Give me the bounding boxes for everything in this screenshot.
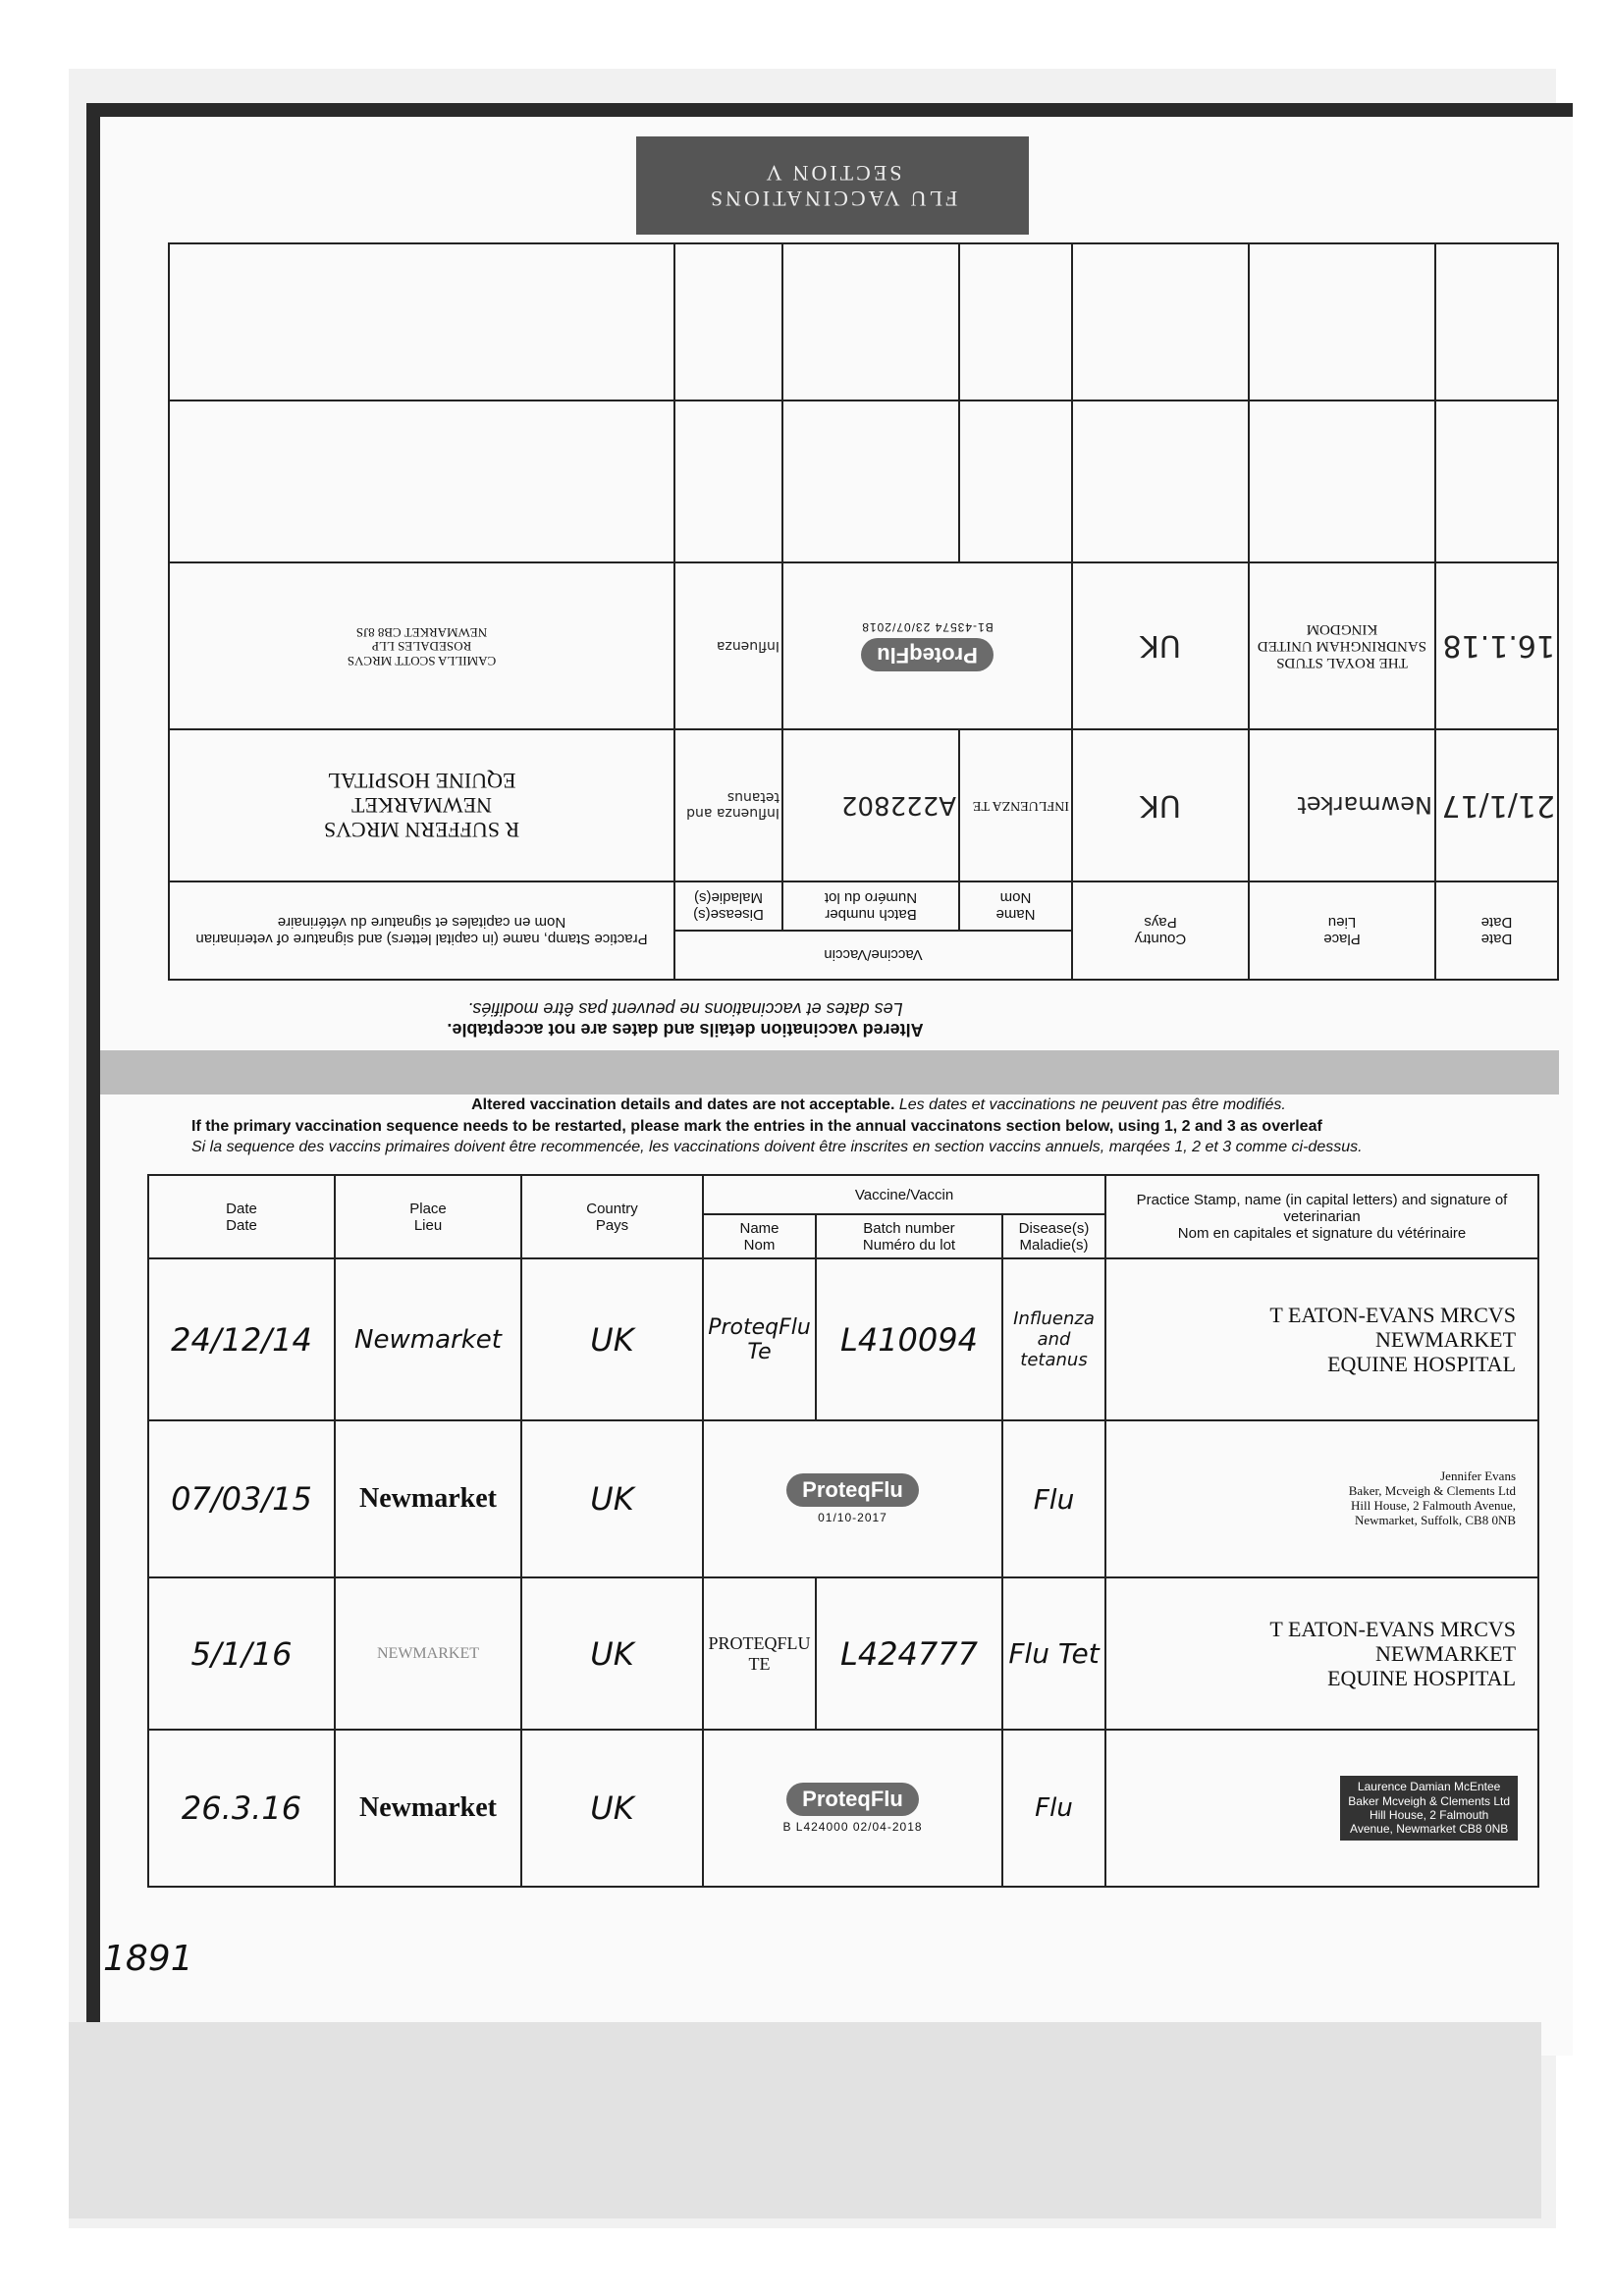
- upper-row1-batch: A222802: [782, 729, 959, 881]
- row2-date: 07/03/15: [148, 1420, 335, 1577]
- row3-place: NEWMARKET: [335, 1577, 521, 1730]
- notice-en: Altered vaccination details and dates are not acceptable.: [471, 1096, 895, 1113]
- upper-row1-country: UK: [1072, 729, 1249, 881]
- lower-notice-line2: If the primary vaccination sequence needs to be restarted, please mark the entries in the annual vaccinatons section below, using 1, 2 and 3 as overleaf: [191, 1117, 1322, 1135]
- lower-header-name: Name Nom: [703, 1214, 816, 1258]
- proteqflu-logo: ProteqFlu: [786, 1473, 919, 1507]
- lower-vaccination-table: [147, 1174, 1539, 1888]
- table-row: [148, 1258, 1538, 1420]
- practice-stamp: [1340, 1776, 1518, 1841]
- lower-notice-line3: Si la sequence des vaccins primaires doivent être recommencée, les vaccinations doivent être inscrites en section vaccins annuels, marqées 1, 2 et 3 comme ci-dessus.: [191, 1139, 1363, 1156]
- upper-header-stamp: Practice Stamp, name (in capital letters) and signature of veterinarian Nom en capitales et signature du vétérinaire: [169, 881, 674, 980]
- row4-product-label: [703, 1730, 1002, 1887]
- upper-notice-fr: Les dates et vaccinations ne peuvent pas être modifiés.: [467, 999, 903, 1019]
- upper-row1-date: 21/1/17: [1435, 729, 1558, 881]
- stamp: [1108, 1617, 1535, 1691]
- stamp-line: EQUINE HOSPITAL: [1327, 1352, 1517, 1377]
- table-row: [148, 1730, 1538, 1887]
- upper-header-date: Date Date: [1435, 881, 1558, 980]
- row4-stamp: [1105, 1730, 1538, 1887]
- stamp-line: Hill House, 2 Falmouth Avenue,: [1350, 1498, 1517, 1513]
- table-row: [148, 1420, 1538, 1577]
- row2-stamp: [1105, 1420, 1538, 1577]
- row3-name: PROTEQFLU TE: [703, 1577, 816, 1730]
- stamp-line: Baker Mcveigh & Clements Ltd: [1348, 1793, 1511, 1808]
- row3-date: 5/1/16: [148, 1577, 335, 1730]
- stamp-line: Avenue, Newmarket CB8 0NB: [1350, 1822, 1509, 1837]
- lower-header-batch: Batch number Numéro du lot: [816, 1214, 1002, 1258]
- lower-notice-line1: [191, 1095, 1566, 1116]
- row2-country: UK: [521, 1420, 703, 1577]
- row1-disease: Influenza and tetanus: [1002, 1258, 1105, 1420]
- stamp-line: NEWMARKET: [1375, 1640, 1517, 1666]
- row1-date: 24/12/14: [148, 1258, 335, 1420]
- row4-disease: Flu: [1002, 1730, 1105, 1887]
- row1-batch: L410094: [816, 1258, 1002, 1420]
- stamp: [1108, 1303, 1535, 1377]
- stamp-line: Newmarket, Suffolk, CB8 0NB: [1354, 1512, 1517, 1527]
- upper-header-country: Country Pays: [1072, 881, 1249, 980]
- row3-country: UK: [521, 1577, 703, 1730]
- upper-notice-en: Altered vaccination details and dates are not acceptable.: [447, 1020, 924, 1040]
- lower-header-vaccine: Vaccine/Vaccin: [703, 1175, 1105, 1214]
- label-meta: B L424000 02/04-2018: [782, 1820, 923, 1834]
- stamp-line: T EATON-EVANS MRCVS: [1269, 1616, 1517, 1641]
- proteqflu-logo: ProteqFlu: [786, 1783, 919, 1816]
- stamp-line: T EATON-EVANS MRCVS: [1269, 1302, 1517, 1327]
- lower-notice: [191, 1095, 1566, 1158]
- lower-header-disease: Disease(s) Maladie(s): [1002, 1214, 1105, 1258]
- row2-product-label: [703, 1420, 1002, 1577]
- table-row: [148, 1577, 1538, 1730]
- stamp-line: NEWMARKET: [351, 793, 492, 819]
- upper-row1-disease: Influenza and tetanus: [674, 729, 782, 881]
- row2-disease: Flu: [1002, 1420, 1105, 1577]
- stamp: [1108, 1469, 1535, 1528]
- row4-place: Newmarket: [335, 1730, 521, 1887]
- stamp-line: Laurence Damian McEntee: [1357, 1780, 1501, 1794]
- lower-header-country: Country Pays: [521, 1175, 703, 1258]
- row3-stamp: [1105, 1577, 1538, 1730]
- proteqflu-logo: ProteqFlu: [861, 638, 994, 671]
- row3-batch: L424777: [816, 1577, 1002, 1730]
- row4-country: UK: [521, 1730, 703, 1887]
- stamp-line: NEWMARKET: [1375, 1326, 1517, 1352]
- row1-place: Newmarket: [335, 1258, 521, 1420]
- upper-row2-disease: Influenza: [674, 562, 782, 729]
- page-number: 1891: [103, 1939, 193, 1979]
- upper-header-disease: Disease(s) Maladie(s): [674, 881, 782, 931]
- stamp-line: EQUINE HOSPITAL: [1327, 1666, 1517, 1691]
- upper-row2-place: THE ROYAL STUDS SANDRINGHAM UNITED KINGDOM: [1249, 562, 1435, 729]
- notice-fr: Les dates et vaccinations ne peuvent pas être modifiés.: [898, 1096, 1286, 1113]
- section-subtitle: SECTION V: [763, 161, 902, 186]
- stamp-line: EQUINE HOSPITAL: [327, 768, 516, 793]
- stamp-line: R SUFFERN MRCVS: [323, 818, 520, 843]
- row2-place: Newmarket: [335, 1420, 521, 1577]
- upper-row1-place: Newmarket: [1249, 729, 1435, 881]
- label-meta: B1-43574 23/07/2018: [861, 620, 994, 634]
- stamp-line: Jennifer Evans: [1440, 1468, 1517, 1484]
- lower-header-stamp: Practice Stamp, name (in capital letters) and signature of veterinarian Nom en capitales et signature du vétérinaire: [1105, 1175, 1538, 1258]
- upper-row1-name: INFLUENZA TE: [959, 729, 1072, 881]
- stamp-line: ROSEDALES LLP: [371, 639, 472, 655]
- stamp-line: CAMILLA SCOTT MRCVS: [347, 654, 497, 669]
- stamp-line: NEWMARKET CB8 8JS: [355, 624, 488, 640]
- stamp-line: Baker, Mcveigh & Clements Ltd: [1348, 1483, 1517, 1499]
- lower-header-place: Place Lieu: [335, 1175, 521, 1258]
- upper-header-vaccine: Vaccine/Vaccin: [674, 931, 1072, 980]
- upper-header-name: Name Nom: [959, 881, 1072, 931]
- upper-header-place: Place Lieu: [1249, 881, 1435, 980]
- upper-row2-date: 16.1.18: [1435, 562, 1558, 729]
- row1-name: ProteqFlu Te: [703, 1258, 816, 1420]
- lower-header-date: Date Date: [148, 1175, 335, 1258]
- stamp-line: Hill House, 2 Falmouth: [1369, 1808, 1489, 1822]
- row1-stamp: [1105, 1258, 1538, 1420]
- upper-row2-country: UK: [1072, 562, 1249, 729]
- upper-header-batch: Batch number Numéro du lot: [782, 881, 959, 931]
- row1-country: UK: [521, 1258, 703, 1420]
- row3-disease: Flu Tet: [1002, 1577, 1105, 1730]
- label-meta: 01/10-2017: [818, 1511, 887, 1524]
- section-title: FLU VACCINATIONS: [707, 187, 958, 211]
- row4-date: 26.3.16: [148, 1730, 335, 1887]
